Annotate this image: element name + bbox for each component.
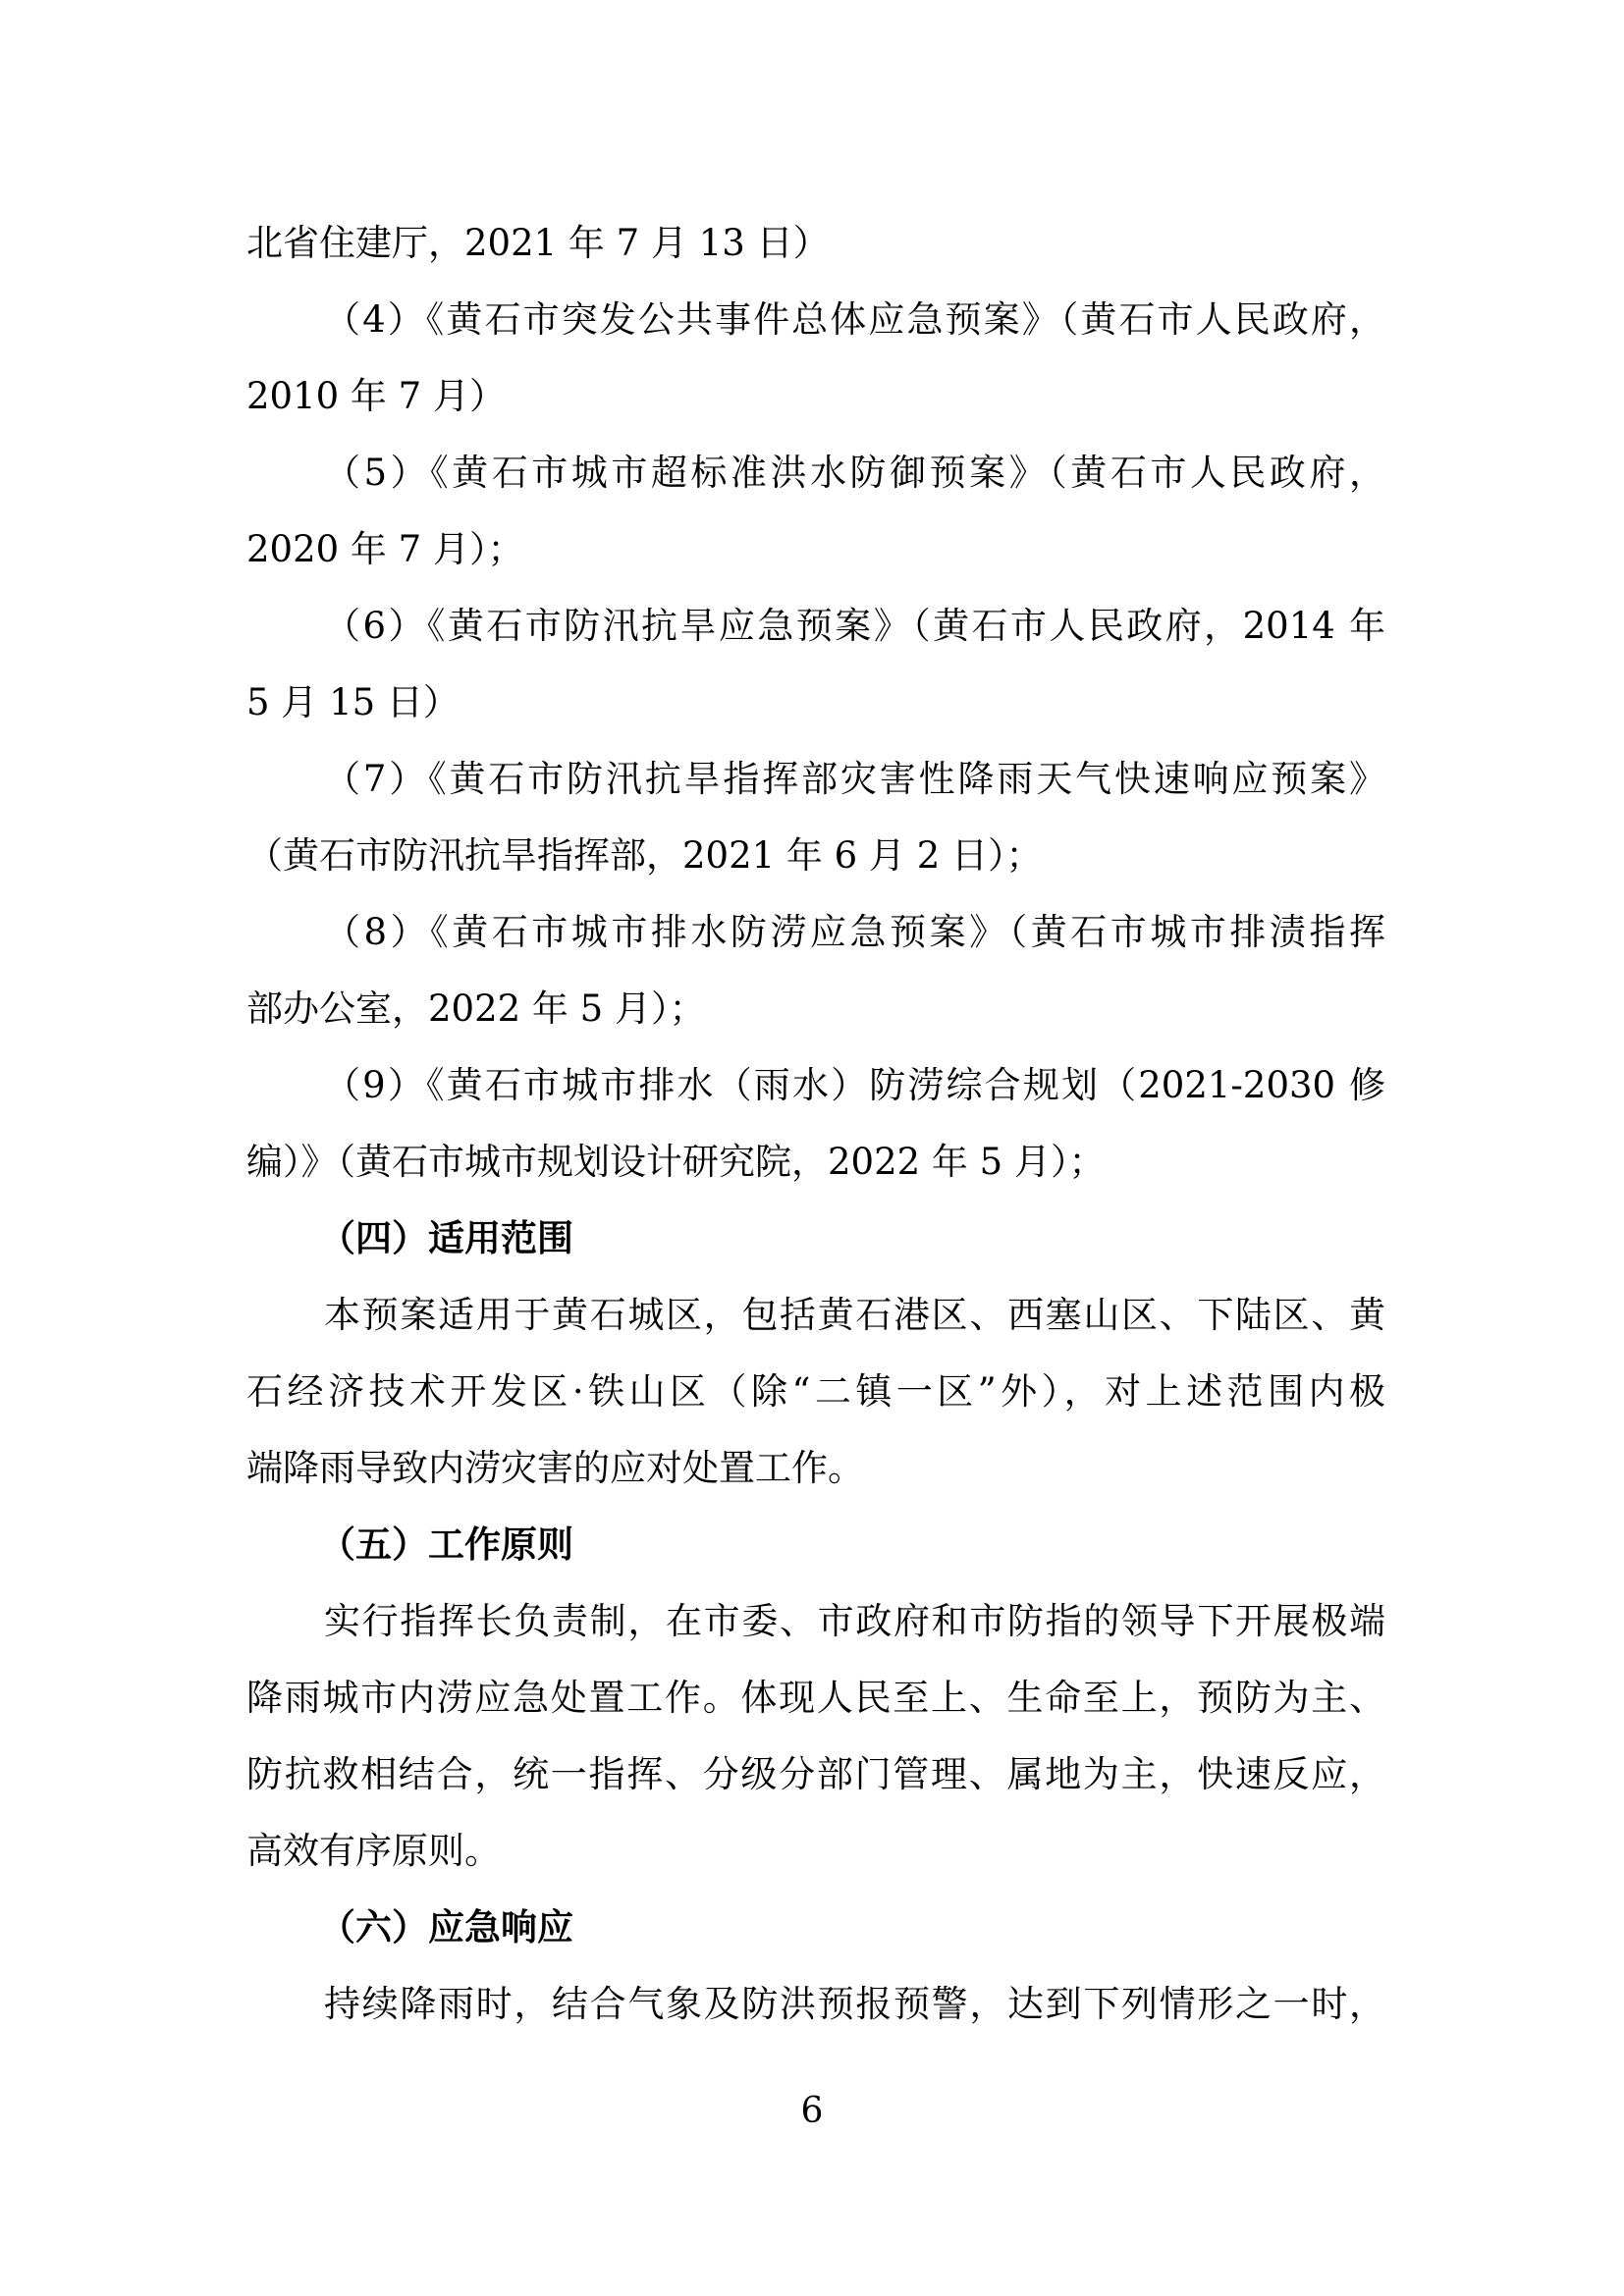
scope-paragraph-line: 端降雨导致内涝灾害的应对处置工作。 xyxy=(246,1447,864,1489)
reference-item-4: （4）《黄石市突发公共事件总体应急预案》（黄石市人民政府， xyxy=(324,298,1385,341)
body-text-line: 2010 年 7 月） xyxy=(246,375,506,417)
reference-item-9: （9）《黄石市城市排水（雨水）防涝综合规划（2021-2030 修 xyxy=(324,1064,1385,1106)
body-text-line: （黄石市防汛抗旱指挥部，2021 年 6 月 2 日）； xyxy=(246,834,1043,877)
reference-item-5: （5）《黄石市城市超标准洪水防御预案》（黄石市人民政府， xyxy=(324,452,1385,494)
body-text-line: 5 月 15 日） xyxy=(246,681,460,723)
reference-item-7: （7）《黄石市防汛抗旱指挥部灾害性降雨天气快速响应预案》 xyxy=(324,758,1385,800)
principles-paragraph-line: 降雨城市内涝应急处置工作。体现人民至上、生命至上，预防为主、 xyxy=(246,1677,1385,1719)
body-text-line: 2020 年 7 月）； xyxy=(246,528,524,570)
section-heading-principles: （五）工作原则 xyxy=(319,1523,573,1566)
principles-paragraph-line: 高效有序原则。 xyxy=(246,1830,501,1872)
reference-item-8: （8）《黄石市城市排水防涝应急预案》（黄石市城市排渍指挥 xyxy=(324,911,1385,953)
response-paragraph-line: 持续降雨时，结合气象及防洪预报预警，达到下列情形之一时， xyxy=(324,1983,1385,2025)
body-text-line: 部办公室，2022 年 5 月）； xyxy=(246,988,706,1030)
scope-paragraph-line: 石经济技术开发区·铁山区（除“二镇一区”外），对上述范围内极 xyxy=(246,1370,1385,1413)
section-heading-emergency-response: （六）应急响应 xyxy=(319,1906,573,1949)
body-text-line: 编）》（黄石市城市规划设计研究院，2022 年 5 月）； xyxy=(246,1141,1106,1183)
reference-item-6: （6）《黄石市防汛抗旱应急预案》（黄石市人民政府，2014 年 xyxy=(324,605,1385,647)
scope-paragraph-line: 本预案适用于黄石城区，包括黄石港区、西塞山区、下陆区、黄 xyxy=(324,1294,1385,1336)
page-number: 6 xyxy=(800,2091,824,2131)
principles-paragraph-line: 实行指挥长负责制，在市委、市政府和市防指的领导下开展极端 xyxy=(324,1600,1385,1642)
principles-paragraph-line: 防抗救相结合，统一指挥、分级分部门管理、属地为主，快速反应， xyxy=(246,1753,1385,1795)
body-text-line: 北省住建厅，2021 年 7 月 13 日） xyxy=(246,222,830,264)
section-heading-scope: （四）适用范围 xyxy=(319,1217,573,1259)
